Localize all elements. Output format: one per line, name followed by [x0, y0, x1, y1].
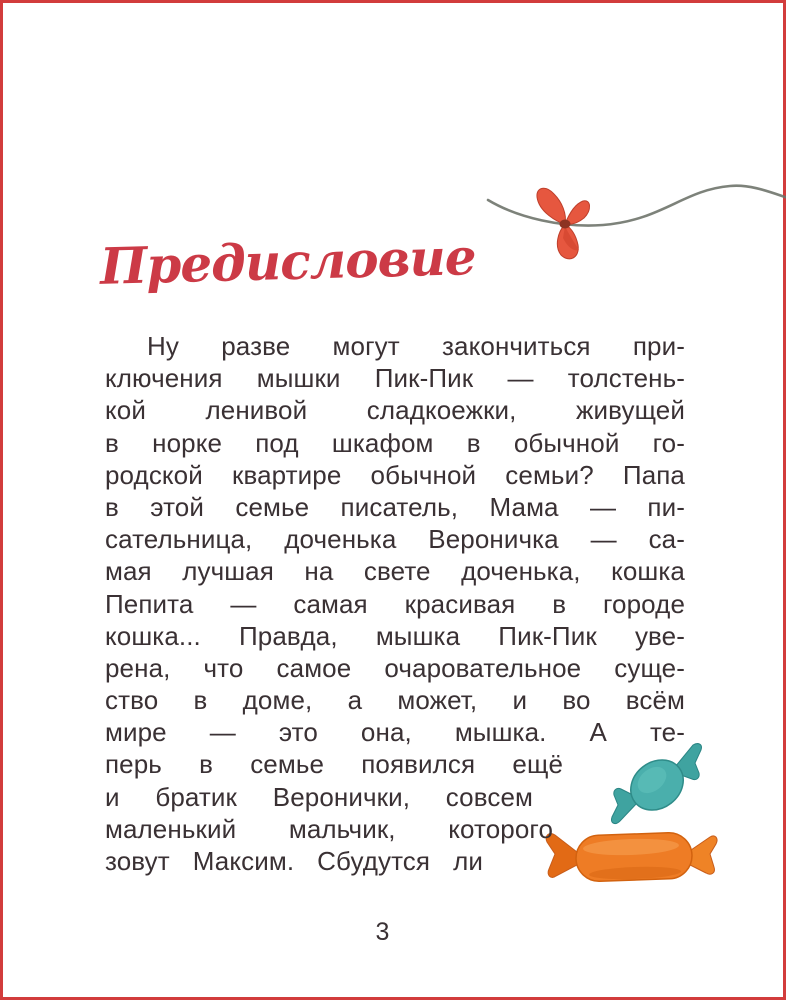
body-text-line: маленький мальчик, которого — [105, 813, 553, 844]
body-text-line: сательница, доченька Вероничка — са- — [105, 524, 685, 555]
body-text-line: мая лучшая на свете доченька, кошка — [105, 556, 685, 587]
page-number: 3 — [375, 918, 390, 946]
body-text-line: зовут Максим. Сбудутся ли — [105, 846, 483, 876]
body-text-line: кошка... Правда, мышка Пик-Пик уве- — [105, 620, 685, 651]
body-text-line: рена, что самое очаровательное суще- — [105, 652, 685, 683]
body-text-block — [105, 330, 685, 877]
body-text-line: кой ленивой сладкоежки, живущей — [105, 395, 685, 426]
body-text-line: родской квартире обычной семьи? Папа — [105, 459, 685, 490]
chapter-title: Предисловие — [99, 227, 477, 296]
body-text-line: ключения мышки Пик-Пик — толстень- — [105, 363, 685, 394]
body-text-line: ство в доме, а может, и во всём — [105, 685, 685, 716]
body-text-line: и братик Веронички, совсем — [105, 781, 533, 812]
body-text-line: Ну разве могут закончиться при- — [147, 331, 685, 361]
ribbon-bow-string-icon — [478, 170, 786, 265]
red-bow-icon — [537, 188, 590, 259]
body-text-line: мире — это она, мышка. А те- — [105, 717, 685, 748]
body-text-line: в норке под шкафом в обычной го- — [105, 427, 685, 458]
body-text-line: перь в семье появился ещё — [105, 749, 563, 780]
body-text-line: Пепита — самая красивая в городе — [105, 588, 685, 619]
body-text-line: в этой семье писатель, Мама — пи- — [105, 491, 685, 522]
